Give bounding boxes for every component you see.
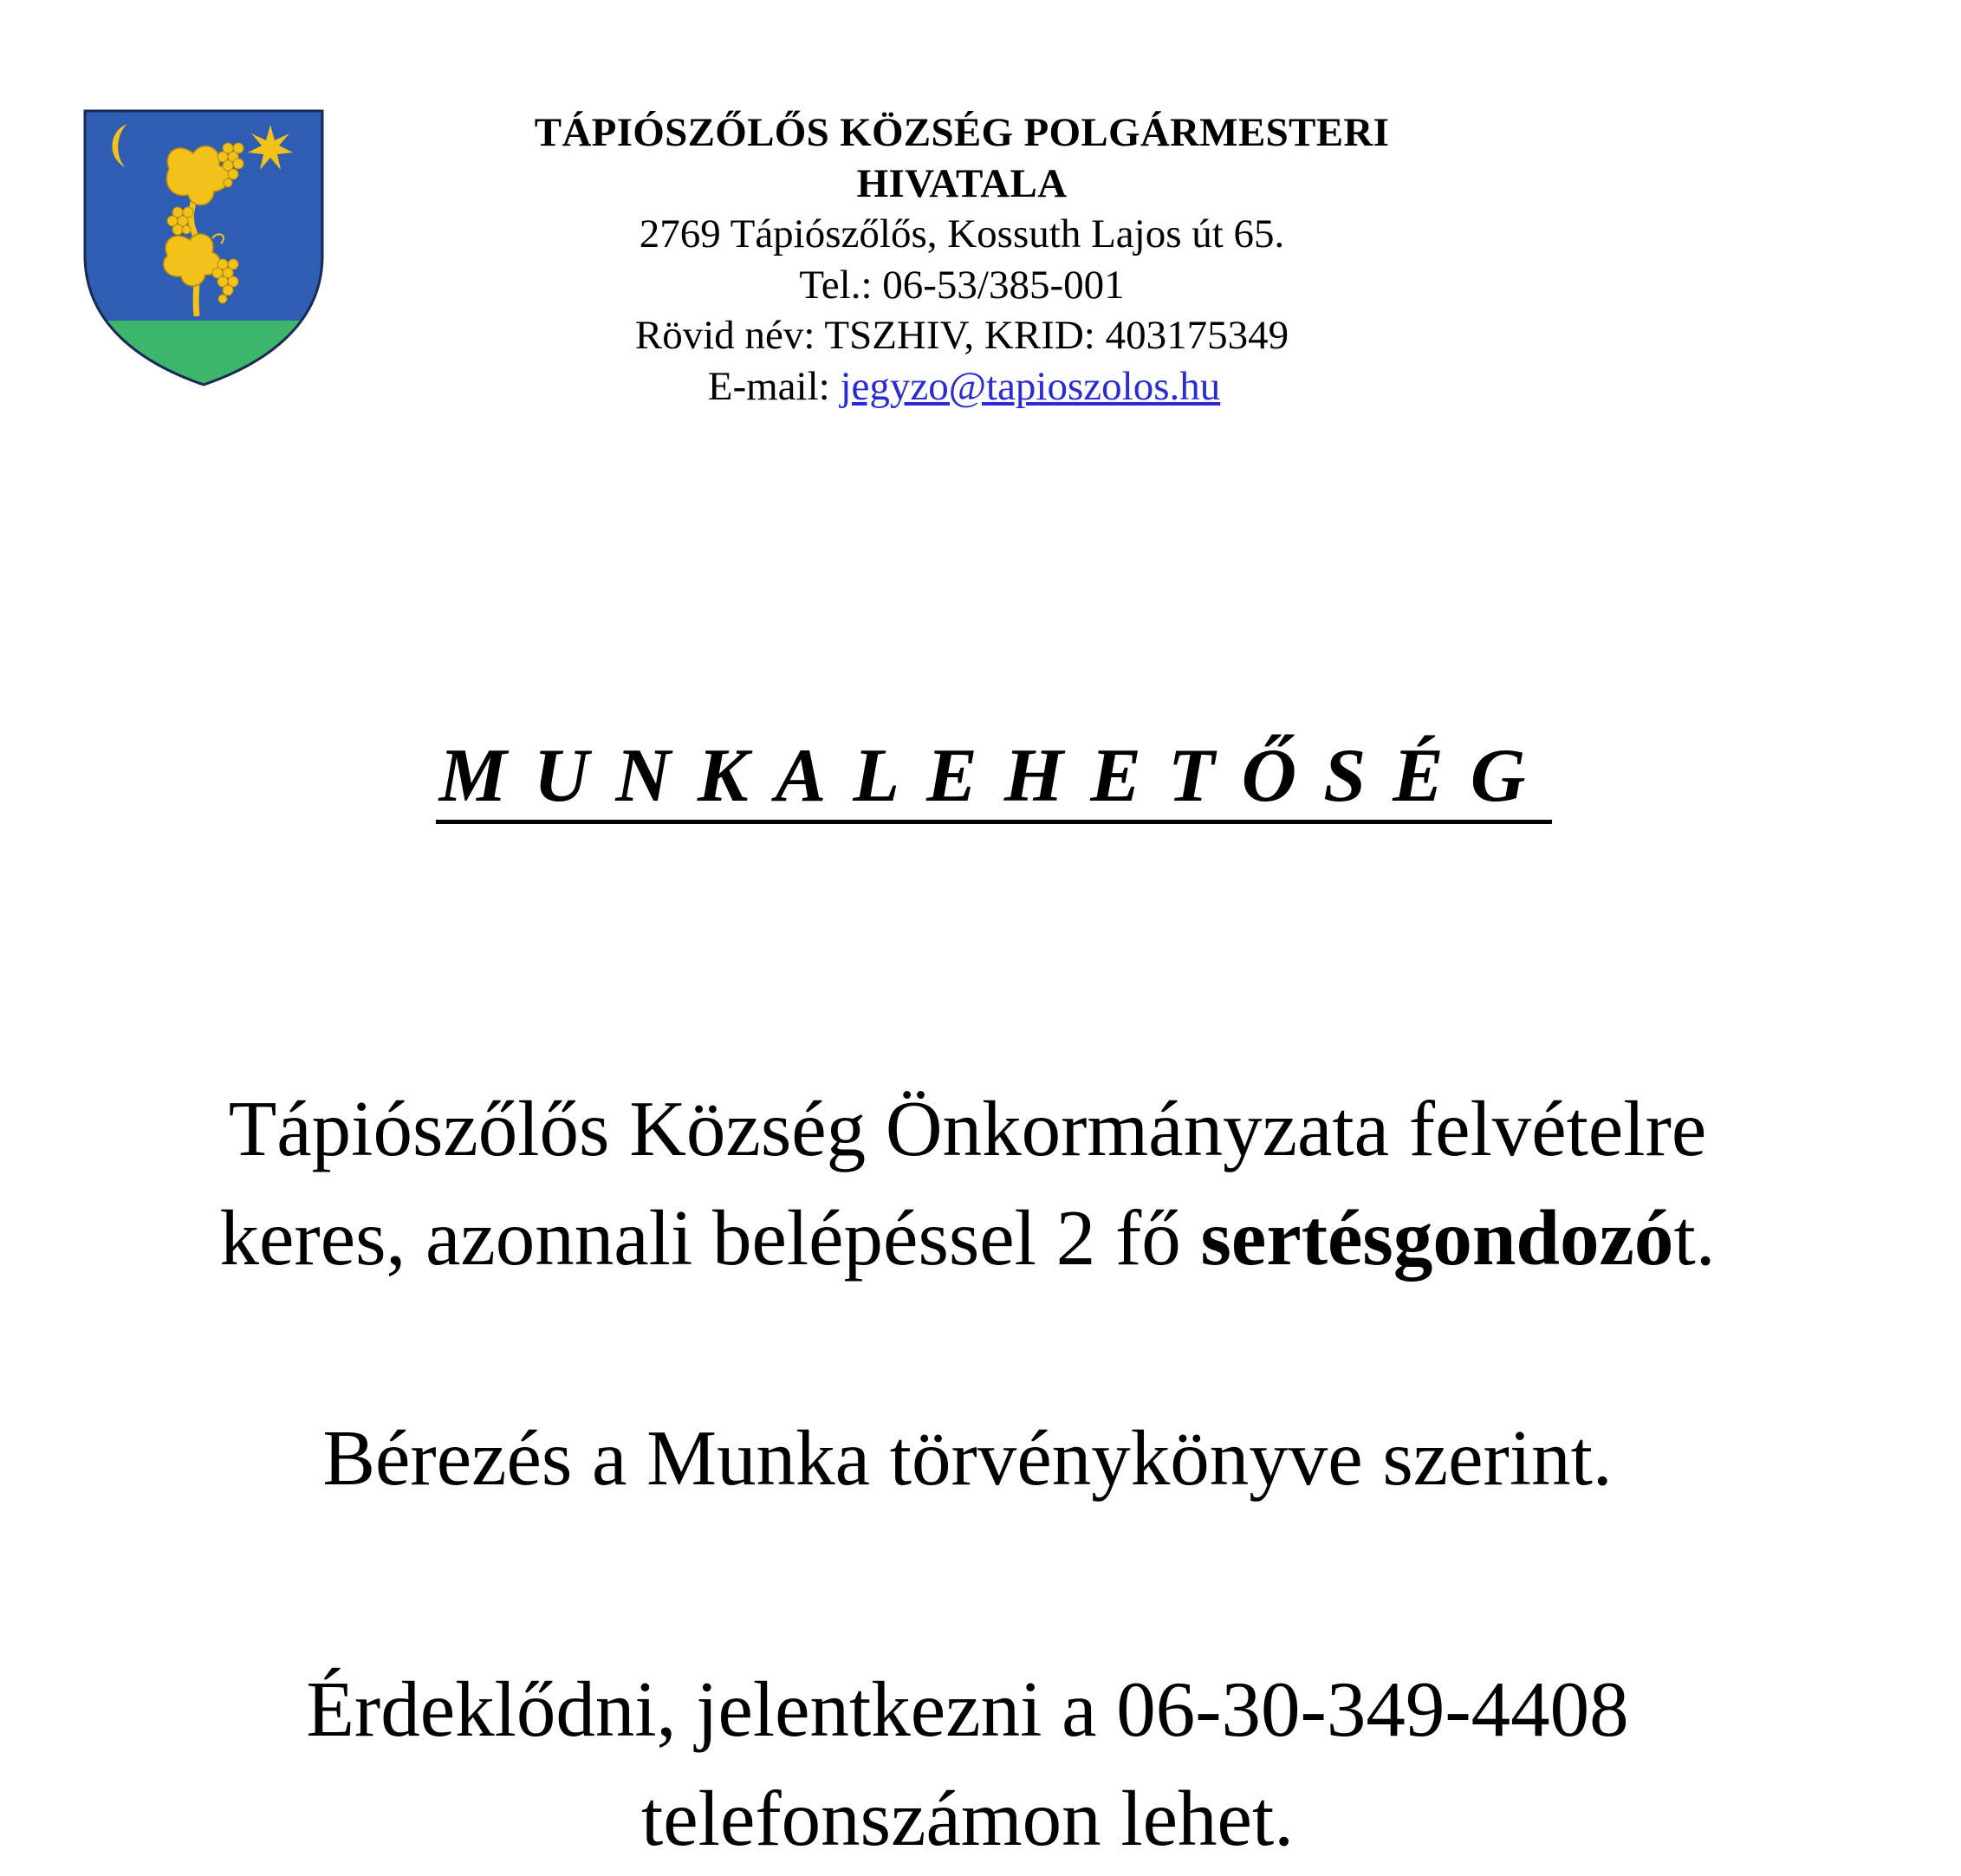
job-title: sertésgondozó [1200, 1194, 1674, 1282]
salary-info: Bérezés a Munka törvénykönyve szerint. [322, 1414, 1613, 1502]
contact-info [0, 1655, 1948, 1873]
email-link[interactable]: jegyzo@tapioszolos.hu [840, 363, 1221, 409]
email-line [485, 361, 1438, 412]
announcement-line-2 [0, 1184, 1948, 1293]
announcement-line-1: Tápiószőlős Község Önkormányzata felvételre [228, 1085, 1707, 1172]
job-announcement [0, 1074, 1948, 1293]
phone: Tel.: 06-53/385-001 [799, 262, 1125, 308]
contact-line-1: Érdeklődni, jelentkezni a 06-30-349-4408 [306, 1665, 1629, 1753]
page-title-text: MUNKALEHETŐSÉG [436, 733, 1553, 824]
announcement-line-2-start: keres, azonnali belépéssel 2 fő [219, 1194, 1201, 1282]
address: 2769 Tápiószőlős, Kossuth Lajos út 65. [639, 211, 1285, 256]
email-label: E-mail: [707, 363, 841, 409]
page-title [0, 732, 1961, 824]
organization-name: TÁPIÓSZŐLŐS KÖZSÉG POLGÁRMESTERI HIVATALA [534, 110, 1390, 206]
short-name-krid: Rövid név: TSZHIV, KRID: 403175349 [634, 313, 1289, 358]
announcement-line-2-end: t. [1673, 1194, 1716, 1282]
contact-line-2: telefonszámon lehet. [641, 1775, 1294, 1862]
letterhead [485, 107, 1438, 412]
coat-of-arms-icon [82, 108, 325, 387]
